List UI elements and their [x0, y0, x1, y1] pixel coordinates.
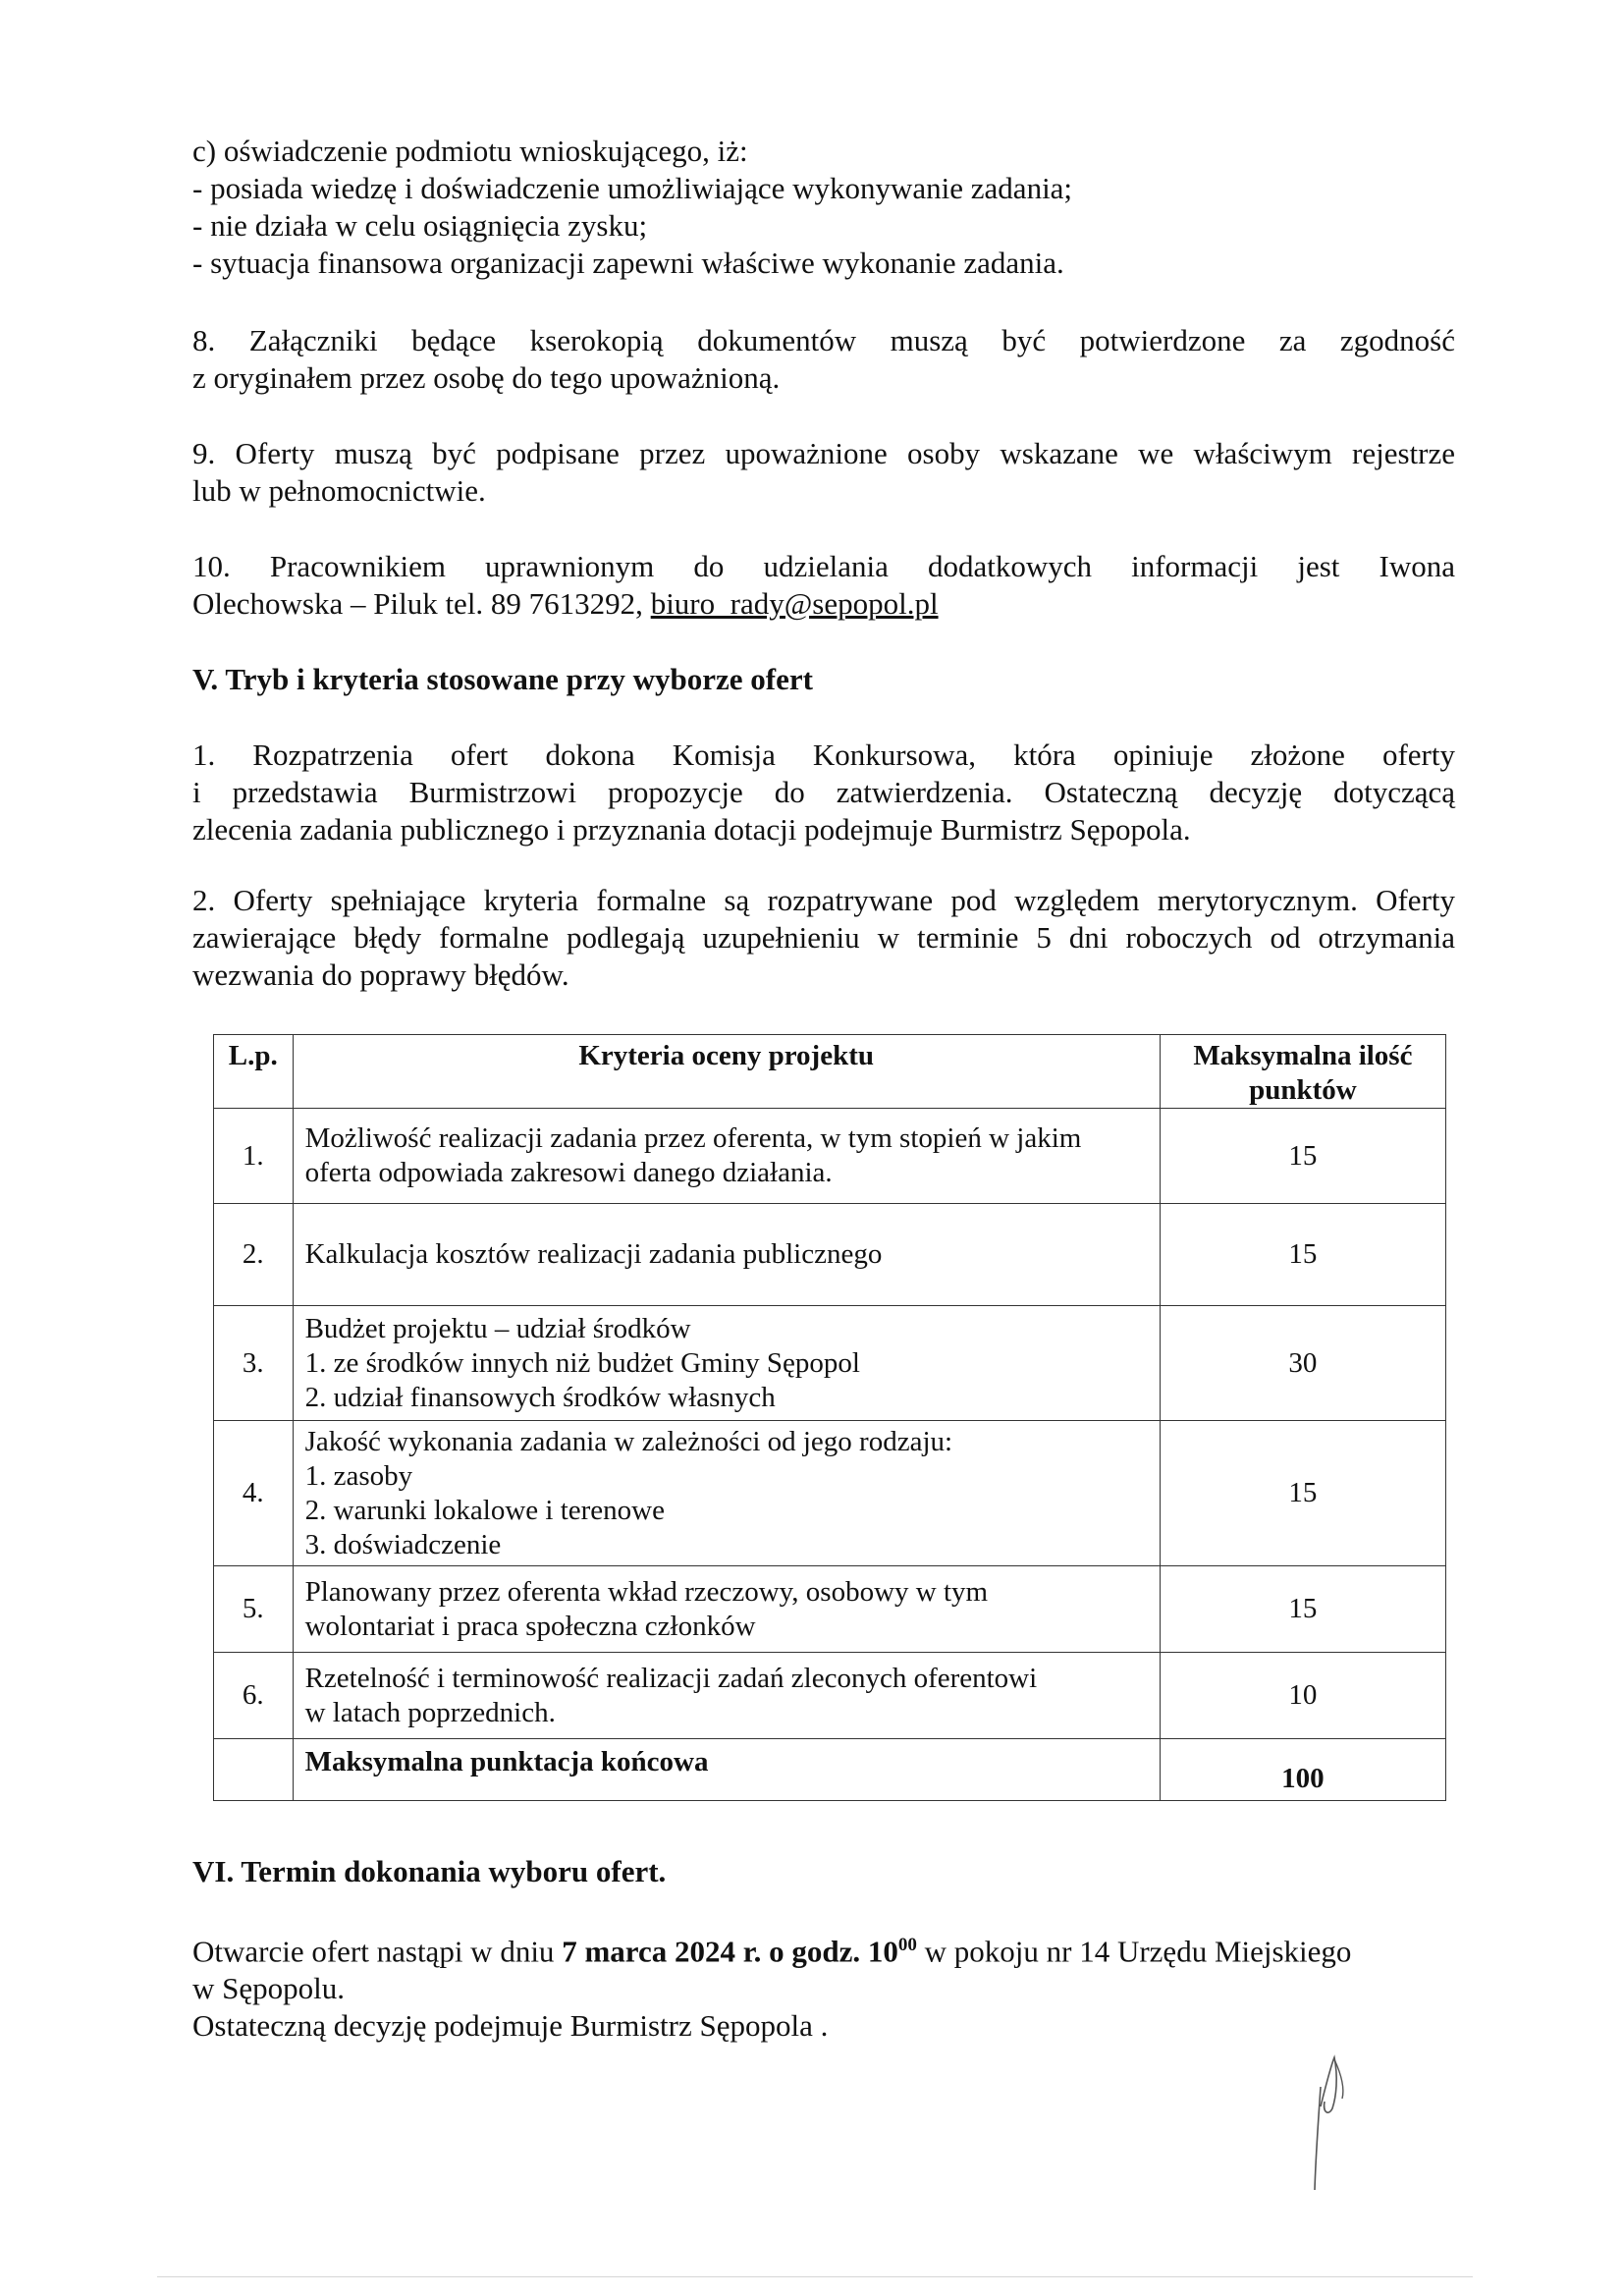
paragraph-line: w Sępopolu. [192, 1971, 345, 2006]
paragraph-line: 8. Załączniki będące kserokopią dokumentów muszą być potwierdzone za zgodność [192, 323, 1455, 357]
statement-item: - posiada wiedzę i doświadczenie umożliwiające wykonywanie zadania; [192, 171, 1073, 205]
table-header-row [214, 1035, 1446, 1109]
paragraph-10 [192, 548, 1455, 623]
table-row [214, 1421, 1446, 1566]
row-number: 2. [214, 1204, 294, 1306]
section-v-paragraph-1 [192, 737, 1455, 848]
row-points: 15 [1160, 1204, 1445, 1306]
decision-line: Ostateczną decyzję podejmuje Burmistrz Sępopola . [192, 2008, 829, 2044]
total-points: 100 [1160, 1739, 1445, 1801]
opening-time-minutes: 00 [897, 1935, 917, 1955]
row-points: 30 [1160, 1306, 1445, 1421]
paragraph-line: 2. Oferty spełniające kryteria formalne są rozpatrywane pod względem merytorycznym. Oferty [192, 883, 1455, 917]
section-v-heading: V. Tryb i kryteria stosowane przy wyborze ofert [192, 662, 813, 696]
row-number: 3. [214, 1306, 294, 1421]
row-number: 6. [214, 1653, 294, 1739]
row-criteria [293, 1306, 1160, 1421]
section-vi-paragraph [192, 1927, 1455, 2045]
statement-item: - nie działa w celu osiągnięcia zysku; [192, 208, 648, 243]
criteria-line: Budżet projektu – udział środków [304, 1312, 691, 1344]
criteria-line: Rzetelność i terminowość realizacji zadań zleconych oferentowi [304, 1662, 1038, 1694]
row-criteria [293, 1204, 1160, 1306]
row-points: 10 [1160, 1653, 1445, 1739]
table-row [214, 1566, 1446, 1653]
statement-heading: c) oświadczenie podmiotu wnioskującego, iż: [192, 134, 748, 168]
opening-date: 7 marca 2024 r. o godz. 10 [562, 1934, 898, 1969]
email-link[interactable]: biuro_rady@sepopol.pl [650, 586, 939, 621]
paragraph-9 [192, 435, 1455, 510]
row-number: 5. [214, 1566, 294, 1653]
row-points: 15 [1160, 1566, 1445, 1653]
row-points: 15 [1160, 1109, 1445, 1204]
row-criteria [293, 1109, 1160, 1204]
table-row [214, 1204, 1446, 1306]
total-label: Maksymalna punktacja końcowa [293, 1739, 1160, 1801]
row-number: 1. [214, 1109, 294, 1204]
table-total-row [214, 1739, 1446, 1801]
header-lp: L.p. [214, 1035, 294, 1109]
paragraph-line: i przedstawia Burmistrzowi propozycje do zatwierdzenia. Ostateczną decyzję dotyczącą [192, 775, 1455, 809]
row-criteria [293, 1653, 1160, 1739]
section-v-paragraph-2 [192, 882, 1455, 994]
criteria-line: 1. ze środków innych niż budżet Gminy Sępopol [304, 1346, 860, 1379]
statement-item: - sytuacja finansowa organizacji zapewni właściwe wykonanie zadania. [192, 246, 1064, 280]
opening-location: w pokoju nr 14 Urzędu Miejskiego [916, 1934, 1352, 1969]
table-row [214, 1306, 1446, 1421]
row-points: 15 [1160, 1421, 1445, 1566]
criteria-line: 2. udział finansowych środków własnych [304, 1381, 776, 1413]
table-row [214, 1109, 1446, 1204]
criteria-line: Możliwość realizacji zadania przez oferenta, w tym stopień w jakim [304, 1122, 1082, 1154]
criteria-line: Kalkulacja kosztów realizacji zadania publicznego [304, 1238, 883, 1270]
statement-list [192, 133, 1455, 282]
paragraph-line: zawierające błędy formalne podlegają uzupełnieniu w terminie 5 dni roboczych od otrzymania [192, 920, 1455, 955]
section-vi-heading: VI. Termin dokonania wyboru ofert. [192, 1854, 667, 1888]
page-bottom-rule [157, 2276, 1473, 2277]
contact-text: Olechowska – Piluk tel. 89 7613292, [192, 586, 651, 621]
paragraph-line: 10. Pracownikiem uprawnionym do udzielania dodatkowych informacji jest Iwona [192, 549, 1455, 583]
paragraph-line [192, 1927, 1455, 1970]
paragraph-line: lub w pełnomocnictwie. [192, 473, 486, 508]
criteria-line: w latach poprzednich. [304, 1696, 556, 1728]
paragraph-line: 9. Oferty muszą być podpisane przez upoważnione osoby wskazane we właściwym rejestrze [192, 436, 1455, 470]
total-empty-cell [214, 1739, 294, 1801]
criteria-line: 1. zasoby [304, 1459, 413, 1492]
paragraph-line: wezwania do poprawy błędów. [192, 957, 569, 992]
handwritten-initial [1301, 2048, 1380, 2195]
header-max-points [1160, 1035, 1445, 1109]
criteria-line: wolontariat i praca społeczna członków [304, 1610, 756, 1642]
criteria-table [213, 1034, 1446, 1801]
paragraph-line: z oryginałem przez osobę do tego upoważnioną. [192, 360, 781, 395]
paragraph-line [192, 585, 1455, 623]
criteria-line: 3. doświadczenie [304, 1528, 502, 1560]
row-criteria [293, 1566, 1160, 1653]
table-row [214, 1653, 1446, 1739]
criteria-line: 2. warunki lokalowe i terenowe [304, 1494, 665, 1526]
row-criteria [293, 1421, 1160, 1566]
criteria-line: Jakość wykonania zadania w zależności od jego rodzaju: [304, 1425, 953, 1457]
opening-text: Otwarcie ofert nastąpi w dniu [192, 1934, 563, 1969]
paragraph-line: zlecenia zadania publicznego i przyznania dotacji podejmuje Burmistrz Sępopola. [192, 812, 1191, 847]
paragraph-line: 1. Rozpatrzenia ofert dokona Komisja Konkursowa, która opiniuje złożone oferty [192, 738, 1455, 772]
header-max-line1: Maksymalna ilość [1193, 1040, 1413, 1071]
row-number: 4. [214, 1421, 294, 1566]
criteria-line: Planowany przez oferenta wkład rzeczowy, osobowy w tym [304, 1575, 989, 1608]
criteria-line: oferta odpowiada zakresowi danego działania. [304, 1157, 833, 1188]
paragraph-8 [192, 322, 1455, 397]
header-criteria: Kryteria oceny projektu [293, 1035, 1160, 1109]
header-max-line2: punktów [1249, 1074, 1357, 1106]
